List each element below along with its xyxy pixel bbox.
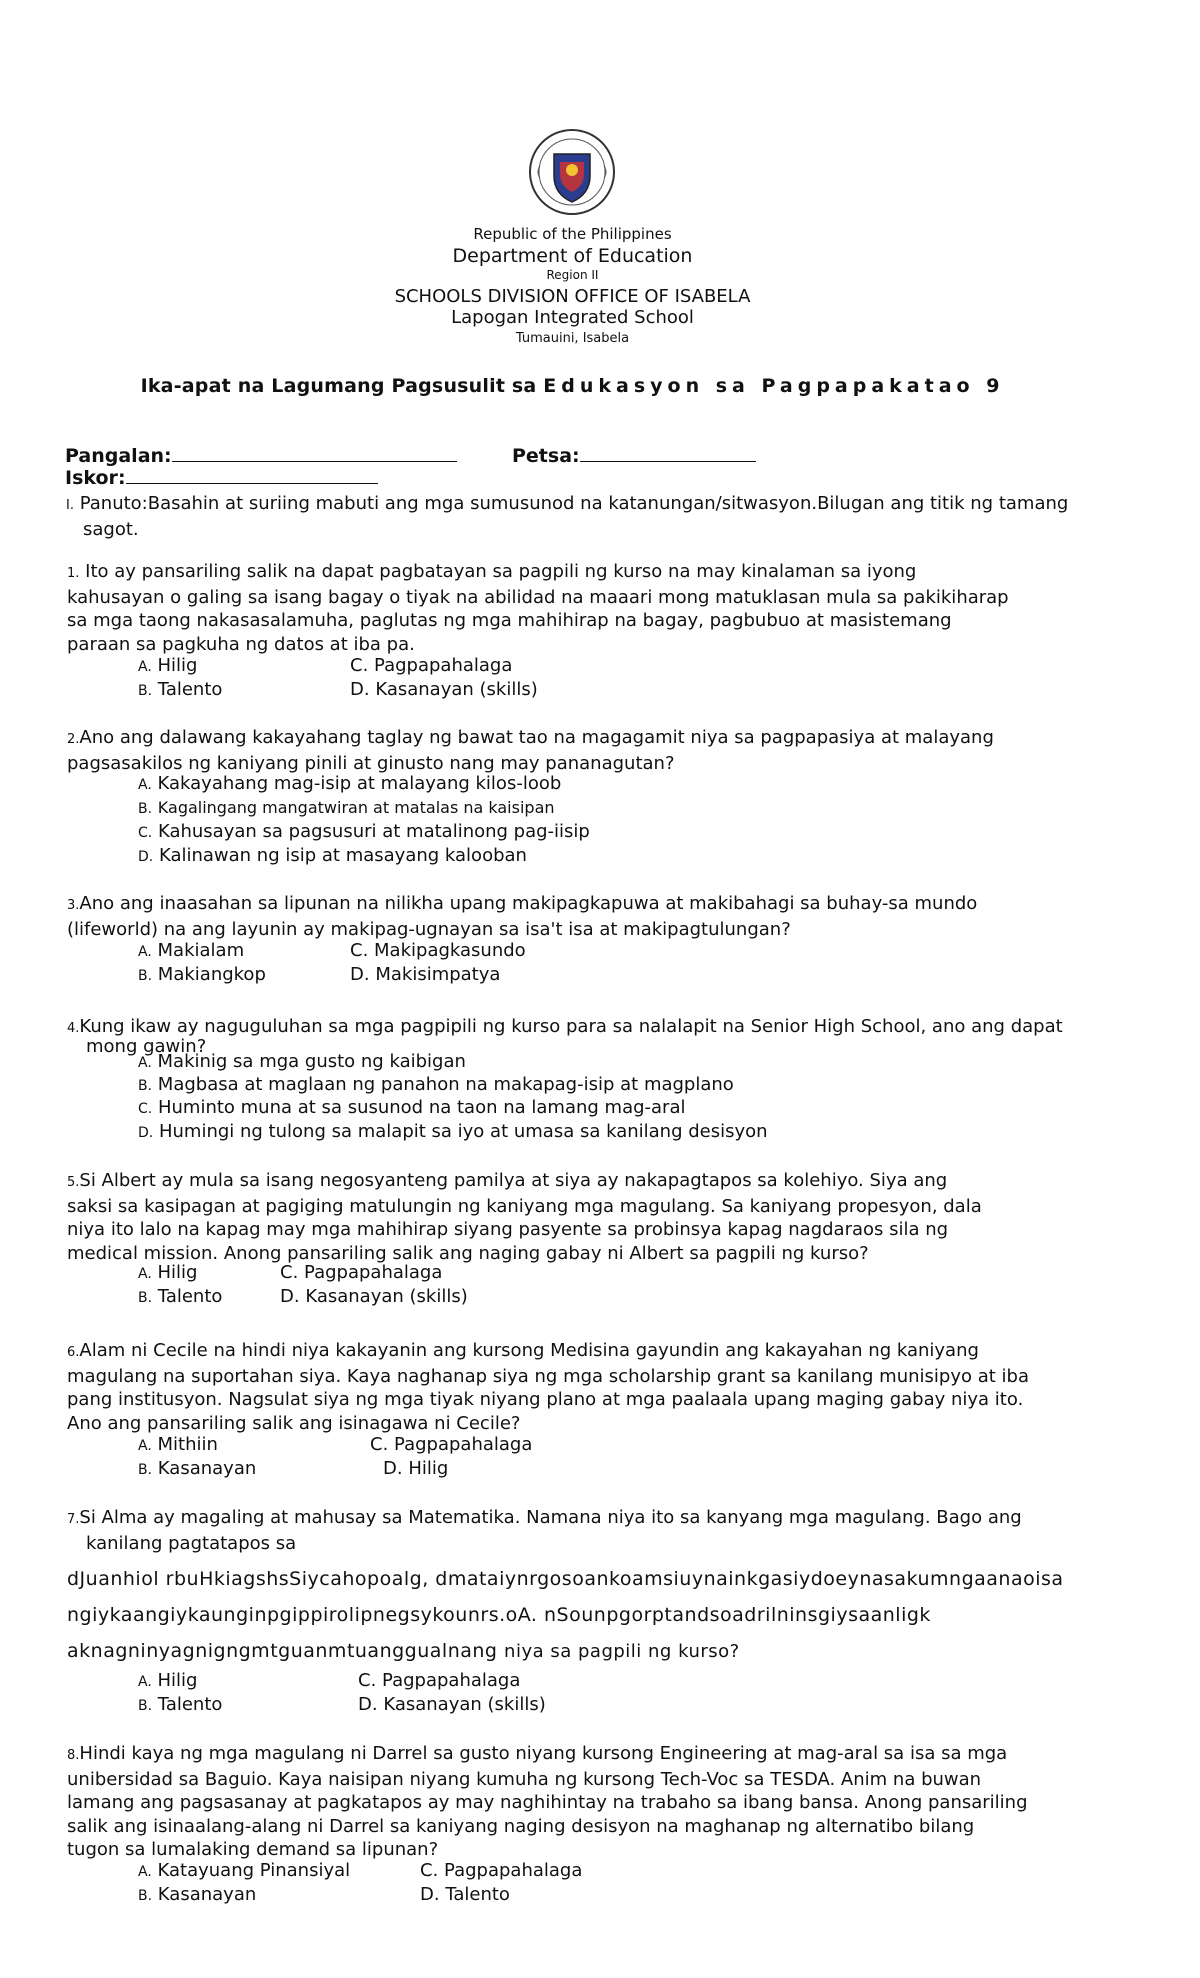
q7-option-c[interactable]: C. Pagpapahalaga bbox=[358, 1670, 521, 1691]
exam-title: Ika-apat na Lagumang Pagsusulit sa Edukasyon sa Pagpapakatao 9 bbox=[140, 375, 1005, 397]
date-field[interactable]: Petsa: bbox=[512, 443, 756, 467]
q1-option-b[interactable]: B. Talento bbox=[138, 679, 223, 700]
department-label: Department of Education bbox=[452, 245, 693, 267]
question-4: 4.Kung ikaw ay naguguluhan sa mga pagpipili ng kurso para sa nalalapit na Senior High School, ano ang dapat mong gawin? bbox=[67, 1016, 1063, 1057]
score-field[interactable]: Iskor: bbox=[65, 465, 378, 489]
republic-label: Republic of the Philippines bbox=[473, 225, 672, 243]
division-label: SCHOOLS DIVISION OFFICE OF ISABELA bbox=[394, 286, 751, 307]
q3-option-a[interactable]: A. Makialam bbox=[138, 940, 245, 961]
q7-garbled-line-3: aknagninyagnigngmtguanmtuanggualnang niya sa pagpili ng kurso? bbox=[67, 1640, 740, 1662]
q8-option-c[interactable]: C. Pagpapahalaga bbox=[420, 1860, 583, 1881]
question-7: 7.Si Alma ay magaling at mahusay sa Matematika. Namana niya ito sa kanyang mga magulang. Bago ang kanilang pagtatapos sa bbox=[67, 1507, 1022, 1554]
q8-option-b[interactable]: B. Kasanayan bbox=[138, 1884, 257, 1905]
instructions: I. Panuto:Basahin at suriing mabuti ang mga sumusunod na katanungan/sitwasyon.Bilugan ang titik ng tamang sagot. bbox=[66, 493, 1069, 540]
region-label: Region II bbox=[546, 268, 599, 282]
q6-option-b[interactable]: B. Kasanayan bbox=[138, 1458, 257, 1479]
q1-option-c[interactable]: C. Pagpapahalaga bbox=[350, 655, 513, 676]
q7-option-b[interactable]: B. Talento bbox=[138, 1694, 223, 1715]
question-6: 6.Alam ni Cecile na hindi niya kakayanin ang kursong Medisina gayundin ang kakayahan ng kaniyang magulang na suportahan siya. Kaya naghanap siya ng mga scholarship grant sa kanilang munisipyo at iba pang institusyon. Nagsulat siya ng mga tiyak niyang plano at mga paalaala upang maging gabay niya ito. Ano ang pansariling salik ang isinagawa ni Cecile? bbox=[67, 1340, 1029, 1434]
question-2: 2.Ano ang dalawang kakayahang taglay ng bawat tao na magagamit niya sa pagpapasiya at malayang pagsasakilos ng kaniyang pinili at ginusto nang may pananagutan? bbox=[67, 727, 994, 774]
q1-option-d[interactable]: D. Kasanayan (skills) bbox=[350, 679, 538, 700]
q7-option-a[interactable]: A. Hilig bbox=[138, 1670, 198, 1691]
deped-seal-icon bbox=[528, 126, 616, 218]
q7-garbled-line-2: ngiykaangiykaunginpgippirolipnegsykounrs.oA. nSounpgorptandsoadrilninsgiysaanligk bbox=[67, 1604, 931, 1626]
q7-option-d[interactable]: D. Kasanayan (skills) bbox=[358, 1694, 546, 1715]
q4-option-d[interactable]: D. Humingi ng tulong sa malapit sa iyo at umasa sa kanilang desisyon bbox=[138, 1121, 768, 1142]
q2-option-c[interactable]: C. Kahusayan sa pagsusuri at matalinong pag-iisip bbox=[138, 821, 590, 842]
q8-option-d[interactable]: D. Talento bbox=[420, 1884, 510, 1905]
question-1: 1. Ito ay pansariling salik na dapat pagbatayan sa pagpili ng kurso na may kinalaman sa iyong kahusayan o galing sa isang bagay o tiyak na abilidad na maaari mong matuklasan mula sa pakikiharap sa mga taong nakasasalamuha, paglutas ng mga mahihirap na bagay, pagbubuo at masistemang paraan sa pagkuha ng datos at iba pa. bbox=[67, 561, 1009, 655]
q5-option-c[interactable]: C. Pagpapahalaga bbox=[280, 1262, 443, 1283]
q2-option-d[interactable]: D. Kalinawan ng isip at masayang kalooban bbox=[138, 845, 527, 866]
q3-option-d[interactable]: D. Makisimpatya bbox=[350, 964, 501, 985]
q1-option-a[interactable]: A. Hilig bbox=[138, 655, 198, 676]
question-5: 5.Si Albert ay mula sa isang negosyanteng pamilya at siya ay nakapagtapos sa kolehiyo. Siya ang saksi sa kasipagan at pagiging matulungin ng kaniyang mga magulang. Sa kaniyang propesyon, dala niya ito lalo na kapag may mga mahihirap siyang pasyente sa probinsya kapag nagdaraos sila ng medical mission. Anong pansariling salik ang naging gabay ni Albert sa pagpili ng kurso? bbox=[67, 1170, 982, 1264]
q4-option-a[interactable]: A. Makinig sa mga gusto ng kaibigan bbox=[138, 1051, 466, 1072]
q6-option-a[interactable]: A. Mithiin bbox=[138, 1434, 218, 1455]
school-name: Lapogan Integrated School bbox=[451, 307, 694, 328]
question-3: 3.Ano ang inaasahan sa lipunan na nilikha upang makipagkapuwa at makibahagi sa buhay-sa mundo (lifeworld) na ang layunin ay makipag-ugnayan sa isa't isa at makipagtulungan? bbox=[67, 893, 978, 940]
q5-option-a[interactable]: A. Hilig bbox=[138, 1262, 198, 1283]
q4-option-b[interactable]: B. Magbasa at maglaan ng panahon na makapag-isip at magplano bbox=[138, 1074, 734, 1095]
q7-garbled-line-1: dJuanhiol rbuHkiagshsSiycahopoalg, dmataiynrgosoankoamsiuynainkgasiydoeynasakumngaanaoisa bbox=[67, 1568, 1064, 1590]
q8-option-a[interactable]: A. Katayuang Pinansiyal bbox=[138, 1860, 351, 1881]
q3-option-b[interactable]: B. Makiangkop bbox=[138, 964, 266, 985]
q5-option-d[interactable]: D. Kasanayan (skills) bbox=[280, 1286, 468, 1307]
q3-option-c[interactable]: C. Makipagkasundo bbox=[350, 940, 526, 961]
name-field[interactable]: Pangalan: bbox=[65, 443, 457, 467]
q5-option-b[interactable]: B. Talento bbox=[138, 1286, 223, 1307]
q6-option-c[interactable]: C. Pagpapahalaga bbox=[370, 1434, 533, 1455]
q2-option-a[interactable]: A. Kakayahang mag-isip at malayang kilos-loob bbox=[138, 773, 562, 794]
q6-option-d[interactable]: D. Hilig bbox=[383, 1458, 449, 1479]
q2-option-b[interactable]: B. Kagalingang mangatwiran at matalas na kaisipan bbox=[138, 798, 555, 817]
q4-option-c[interactable]: C. Huminto muna at sa susunod na taon na lamang mag-aral bbox=[138, 1097, 686, 1118]
school-location: Tumauini, Isabela bbox=[515, 331, 630, 346]
question-8: 8.Hindi kaya ng mga magulang ni Darrel sa gusto niyang kursong Engineering at mag-aral sa isa sa mga unibersidad sa Baguio. Kaya naisipan niyang kumuha ng kursong Tech-Voc sa TESDA. Anim na buwan lamang ang pagsasanay at pagkatapos ay may naghihintay na trabaho sa ibang bansa. Anong pansariling salik ang isinaalang-alang ni Darrel sa kaniyang naging desisyon na maghanap ng alternatibo bilang tugon sa lumalaking demand sa lipunan? bbox=[67, 1743, 1028, 1860]
